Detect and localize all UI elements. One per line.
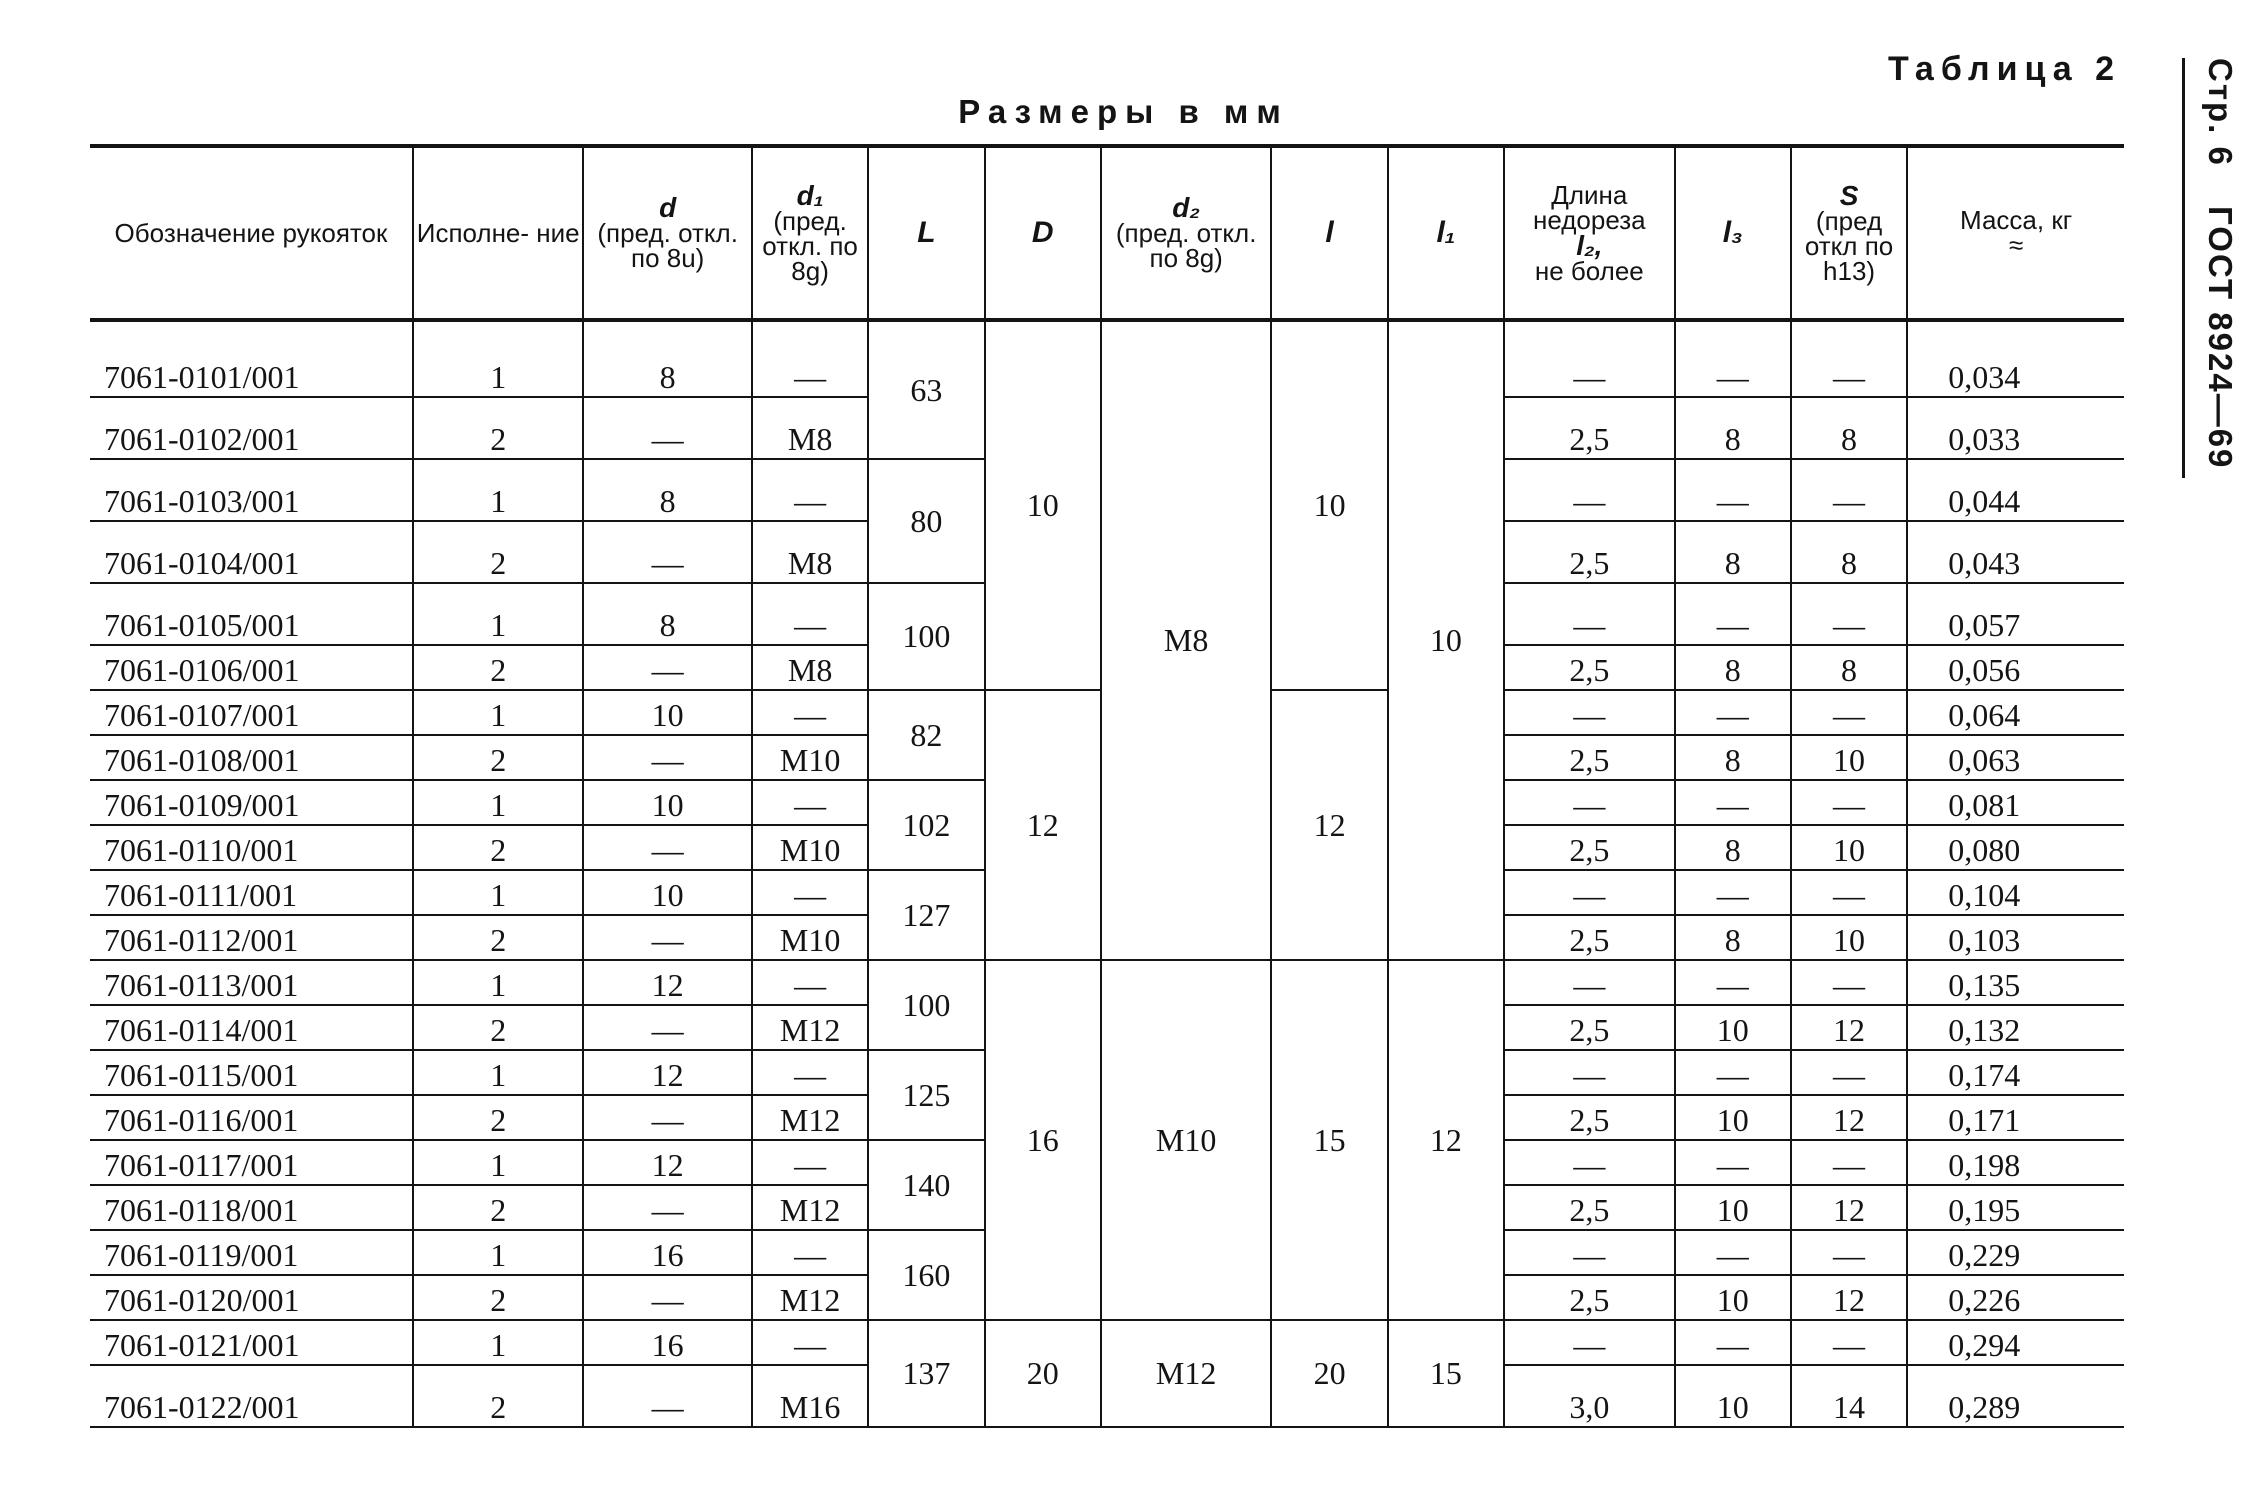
- d1-cell: M10: [752, 735, 868, 780]
- L-cell: 102: [868, 780, 984, 870]
- mass-cell: 0,135: [1907, 960, 2124, 1005]
- d1-cell: —: [752, 1140, 868, 1185]
- header-d1: d₁ (пред. откл. по 8g): [752, 146, 868, 320]
- s-cell: —: [1791, 1230, 1907, 1275]
- table-body: [90, 320, 2124, 1427]
- l3-cell: 10: [1675, 1005, 1791, 1050]
- l3-cell: —: [1675, 583, 1791, 645]
- l1-cell: 15: [1388, 1320, 1504, 1427]
- L-cell: 100: [868, 960, 984, 1050]
- designation-cell: 7061-0103/001: [90, 459, 413, 521]
- version-cell: 2: [413, 735, 584, 780]
- mass-cell: 0,294: [1907, 1320, 2124, 1365]
- d-cell: 16: [583, 1320, 751, 1365]
- l3-cell: —: [1675, 1230, 1791, 1275]
- l-cell: 15: [1271, 960, 1387, 1320]
- l3-cell: —: [1675, 1050, 1791, 1095]
- mass-cell: 0,056: [1907, 645, 2124, 690]
- l2-cell: 3,0: [1504, 1365, 1675, 1427]
- s-cell: —: [1791, 960, 1907, 1005]
- l1-cell: 12: [1388, 960, 1504, 1320]
- D-cell: 12: [985, 690, 1101, 960]
- designation-cell: 7061-0101/001: [90, 320, 413, 397]
- header-d2: d₂ (пред. откл. по 8g): [1101, 146, 1272, 320]
- l3-cell: 10: [1675, 1185, 1791, 1230]
- d-cell: —: [583, 521, 751, 583]
- d1-cell: —: [752, 1230, 868, 1275]
- version-cell: 2: [413, 397, 584, 459]
- s-cell: 10: [1791, 825, 1907, 870]
- l2-cell: —: [1504, 583, 1675, 645]
- version-cell: 2: [413, 1095, 584, 1140]
- mass-cell: 0,064: [1907, 690, 2124, 735]
- designation-cell: 7061-0104/001: [90, 521, 413, 583]
- s-cell: —: [1791, 320, 1907, 397]
- d-cell: —: [583, 397, 751, 459]
- mass-cell: 0,063: [1907, 735, 2124, 780]
- l3-cell: 10: [1675, 1365, 1791, 1427]
- d-cell: —: [583, 1095, 751, 1140]
- d1-cell: M8: [752, 645, 868, 690]
- l3-cell: —: [1675, 459, 1791, 521]
- designation-cell: 7061-0120/001: [90, 1275, 413, 1320]
- designation-cell: 7061-0105/001: [90, 583, 413, 645]
- mass-cell: 0,034: [1907, 320, 2124, 397]
- d1-cell: M8: [752, 521, 868, 583]
- mass-cell: 0,044: [1907, 459, 2124, 521]
- d1-cell: —: [752, 960, 868, 1005]
- d-cell: —: [583, 915, 751, 960]
- l3-cell: —: [1675, 960, 1791, 1005]
- header-row: [90, 146, 2124, 320]
- version-cell: 2: [413, 825, 584, 870]
- version-cell: 2: [413, 1185, 584, 1230]
- l2-cell: —: [1504, 1320, 1675, 1365]
- s-cell: 10: [1791, 915, 1907, 960]
- version-cell: 1: [413, 1050, 584, 1095]
- d-cell: —: [583, 735, 751, 780]
- header-l1: l₁: [1388, 146, 1504, 320]
- version-cell: 2: [413, 1275, 584, 1320]
- s-cell: —: [1791, 1320, 1907, 1365]
- designation-cell: 7061-0107/001: [90, 690, 413, 735]
- d1-cell: —: [752, 1050, 868, 1095]
- designation-cell: 7061-0106/001: [90, 645, 413, 690]
- l2-cell: 2,5: [1504, 1185, 1675, 1230]
- s-cell: 8: [1791, 521, 1907, 583]
- version-cell: 1: [413, 870, 584, 915]
- version-cell: 1: [413, 1320, 584, 1365]
- version-cell: 1: [413, 690, 584, 735]
- header-d: d (пред. откл. по 8u): [583, 146, 751, 320]
- L-cell: 127: [868, 870, 984, 960]
- d2-cell: M8: [1101, 320, 1272, 960]
- d-cell: —: [583, 1275, 751, 1320]
- s-cell: —: [1791, 459, 1907, 521]
- L-cell: 100: [868, 583, 984, 690]
- d-cell: —: [583, 1365, 751, 1427]
- designation-cell: 7061-0118/001: [90, 1185, 413, 1230]
- header-D: D: [985, 146, 1101, 320]
- l3-cell: 8: [1675, 825, 1791, 870]
- d1-cell: —: [752, 320, 868, 397]
- l2-cell: —: [1504, 690, 1675, 735]
- version-cell: 2: [413, 915, 584, 960]
- d1-cell: M10: [752, 825, 868, 870]
- table-label: Таблица 2: [1888, 50, 2122, 88]
- version-cell: 2: [413, 1005, 584, 1050]
- mass-cell: 0,195: [1907, 1185, 2124, 1230]
- header-l: l: [1271, 146, 1387, 320]
- version-cell: 1: [413, 1230, 584, 1275]
- designation-cell: 7061-0115/001: [90, 1050, 413, 1095]
- d-cell: 10: [583, 690, 751, 735]
- l3-cell: 8: [1675, 521, 1791, 583]
- header-mass: Масса, кг ≈: [1907, 146, 2124, 320]
- designation-cell: 7061-0113/001: [90, 960, 413, 1005]
- designation-cell: 7061-0102/001: [90, 397, 413, 459]
- l3-cell: —: [1675, 320, 1791, 397]
- designation-cell: 7061-0114/001: [90, 1005, 413, 1050]
- mass-cell: 0,081: [1907, 780, 2124, 825]
- s-cell: —: [1791, 870, 1907, 915]
- s-cell: 12: [1791, 1005, 1907, 1050]
- d2-cell: M12: [1101, 1320, 1272, 1427]
- s-cell: —: [1791, 583, 1907, 645]
- d1-cell: M12: [752, 1185, 868, 1230]
- mass-cell: 0,080: [1907, 825, 2124, 870]
- L-cell: 137: [868, 1320, 984, 1427]
- mass-cell: 0,226: [1907, 1275, 2124, 1320]
- designation-cell: 7061-0112/001: [90, 915, 413, 960]
- l2-cell: 2,5: [1504, 1095, 1675, 1140]
- l2-cell: 2,5: [1504, 645, 1675, 690]
- d1-cell: M12: [752, 1095, 868, 1140]
- version-cell: 1: [413, 780, 584, 825]
- d1-cell: M12: [752, 1005, 868, 1050]
- s-cell: —: [1791, 690, 1907, 735]
- d-cell: —: [583, 645, 751, 690]
- d-cell: 16: [583, 1230, 751, 1275]
- l2-cell: —: [1504, 870, 1675, 915]
- l3-cell: —: [1675, 1320, 1791, 1365]
- L-cell: 63: [868, 320, 984, 459]
- l2-cell: 2,5: [1504, 735, 1675, 780]
- mass-cell: 0,132: [1907, 1005, 2124, 1050]
- l2-cell: —: [1504, 1140, 1675, 1185]
- L-cell: 82: [868, 690, 984, 780]
- version-cell: 1: [413, 960, 584, 1005]
- l2-cell: 2,5: [1504, 1005, 1675, 1050]
- designation-cell: 7061-0109/001: [90, 780, 413, 825]
- d-cell: —: [583, 825, 751, 870]
- l3-cell: —: [1675, 690, 1791, 735]
- table-row: [90, 1320, 2124, 1365]
- mass-cell: 0,057: [1907, 583, 2124, 645]
- s-cell: 12: [1791, 1185, 1907, 1230]
- l3-cell: —: [1675, 870, 1791, 915]
- D-cell: 10: [985, 320, 1101, 690]
- l3-cell: —: [1675, 1140, 1791, 1185]
- l1-cell: 10: [1388, 320, 1504, 960]
- table-caption: Размеры в мм: [958, 93, 1289, 130]
- mass-cell: 0,171: [1907, 1095, 2124, 1140]
- L-cell: 160: [868, 1230, 984, 1320]
- standard-number: ГОСТ 8924—69: [2202, 206, 2239, 470]
- d1-cell: —: [752, 780, 868, 825]
- d1-cell: —: [752, 870, 868, 915]
- s-cell: —: [1791, 780, 1907, 825]
- s-cell: 12: [1791, 1095, 1907, 1140]
- l2-cell: —: [1504, 459, 1675, 521]
- d1-cell: M10: [752, 915, 868, 960]
- D-cell: 16: [985, 960, 1101, 1320]
- version-cell: 1: [413, 1140, 584, 1185]
- l3-cell: 8: [1675, 735, 1791, 780]
- l3-cell: 8: [1675, 397, 1791, 459]
- mass-cell: 0,103: [1907, 915, 2124, 960]
- l-cell: 10: [1271, 320, 1387, 690]
- version-cell: 2: [413, 645, 584, 690]
- d-cell: 12: [583, 1050, 751, 1095]
- d-cell: 8: [583, 459, 751, 521]
- l2-cell: 2,5: [1504, 915, 1675, 960]
- designation-cell: 7061-0116/001: [90, 1095, 413, 1140]
- header-version: Исполне- ние: [413, 146, 584, 320]
- l2-cell: —: [1504, 780, 1675, 825]
- designation-cell: 7061-0110/001: [90, 825, 413, 870]
- d1-cell: —: [752, 1320, 868, 1365]
- D-cell: 20: [985, 1320, 1101, 1427]
- mass-cell: 0,174: [1907, 1050, 2124, 1095]
- version-cell: 1: [413, 583, 584, 645]
- table-row: [90, 320, 2124, 397]
- dimensions-table: [90, 144, 2124, 1428]
- designation-cell: 7061-0111/001: [90, 870, 413, 915]
- d1-cell: M16: [752, 1365, 868, 1427]
- l2-cell: 2,5: [1504, 825, 1675, 870]
- l2-cell: 2,5: [1504, 1275, 1675, 1320]
- d1-cell: —: [752, 690, 868, 735]
- l3-cell: 8: [1675, 915, 1791, 960]
- d1-cell: —: [752, 583, 868, 645]
- d-cell: 8: [583, 583, 751, 645]
- l2-cell: —: [1504, 1230, 1675, 1275]
- l2-cell: 2,5: [1504, 521, 1675, 583]
- d1-cell: M8: [752, 397, 868, 459]
- header-S: S (пред откл по h13): [1791, 146, 1907, 320]
- designation-cell: 7061-0122/001: [90, 1365, 413, 1427]
- l3-cell: 10: [1675, 1095, 1791, 1140]
- header-L: L: [868, 146, 984, 320]
- d1-cell: —: [752, 459, 868, 521]
- L-cell: 80: [868, 459, 984, 583]
- page-header: [2190, 58, 2247, 498]
- s-cell: 12: [1791, 1275, 1907, 1320]
- mass-cell: 0,289: [1907, 1365, 2124, 1427]
- designation-cell: 7061-0121/001: [90, 1320, 413, 1365]
- designation-cell: 7061-0108/001: [90, 735, 413, 780]
- mass-cell: 0,104: [1907, 870, 2124, 915]
- l2-cell: —: [1504, 960, 1675, 1005]
- designation-cell: 7061-0119/001: [90, 1230, 413, 1275]
- l3-cell: 10: [1675, 1275, 1791, 1320]
- s-cell: 8: [1791, 645, 1907, 690]
- l-cell: 12: [1271, 690, 1387, 960]
- mass-cell: 0,229: [1907, 1230, 2124, 1275]
- s-cell: 8: [1791, 397, 1907, 459]
- mass-cell: 0,043: [1907, 521, 2124, 583]
- page-number: Стр. 6: [2202, 58, 2239, 167]
- s-cell: —: [1791, 1140, 1907, 1185]
- l3-cell: —: [1675, 780, 1791, 825]
- L-cell: 125: [868, 1050, 984, 1140]
- d-cell: 12: [583, 960, 751, 1005]
- designation-cell: 7061-0117/001: [90, 1140, 413, 1185]
- L-cell: 140: [868, 1140, 984, 1230]
- header-designation: Обозначение рукояток: [90, 146, 413, 320]
- mass-cell: 0,033: [1907, 397, 2124, 459]
- d-cell: —: [583, 1005, 751, 1050]
- table-row: [90, 960, 2124, 1005]
- l2-cell: —: [1504, 320, 1675, 397]
- version-cell: 2: [413, 521, 584, 583]
- l2-cell: 2,5: [1504, 397, 1675, 459]
- l-cell: 20: [1271, 1320, 1387, 1427]
- version-cell: 2: [413, 1365, 584, 1427]
- page-header-rule: [2182, 58, 2185, 478]
- l2-cell: —: [1504, 1050, 1675, 1095]
- header-l2: Длина недореза l₂, не более: [1504, 146, 1675, 320]
- d-cell: 10: [583, 780, 751, 825]
- mass-cell: 0,198: [1907, 1140, 2124, 1185]
- d-cell: 12: [583, 1140, 751, 1185]
- d2-cell: M10: [1101, 960, 1272, 1320]
- version-cell: 1: [413, 320, 584, 397]
- d-cell: 10: [583, 870, 751, 915]
- header-l3: l₃: [1675, 146, 1791, 320]
- version-cell: 1: [413, 459, 584, 521]
- l3-cell: 8: [1675, 645, 1791, 690]
- d1-cell: M12: [752, 1275, 868, 1320]
- d-cell: —: [583, 1185, 751, 1230]
- s-cell: —: [1791, 1050, 1907, 1095]
- s-cell: 10: [1791, 735, 1907, 780]
- d-cell: 8: [583, 320, 751, 397]
- s-cell: 14: [1791, 1365, 1907, 1427]
